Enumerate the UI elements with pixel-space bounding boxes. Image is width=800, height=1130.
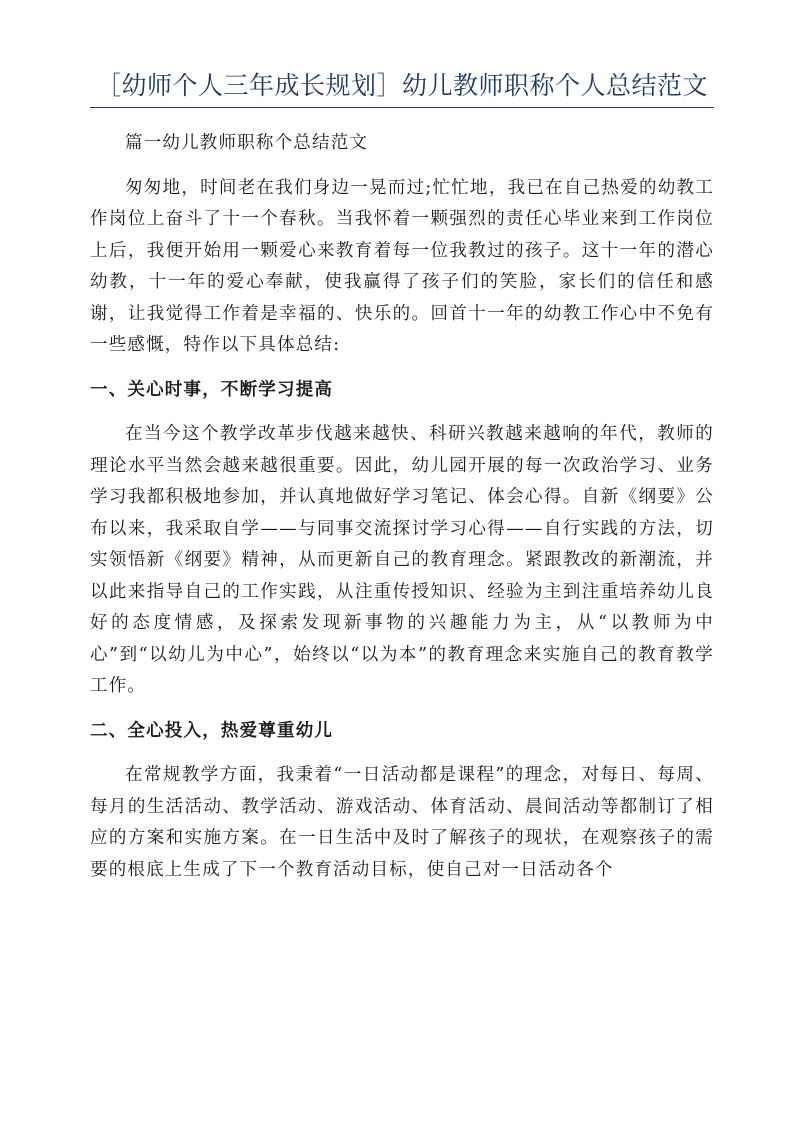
section-paragraph-2: 在常规教学方面，我秉着“一日活动都是课程”的理念，对每日、每周、每月的生活活动、教学活动、游戏活动、体育活动、晨间活动等都制订了相应的方案和实施方案。在一日生活中及时了解孩子的现状，在观察孩子的需要的根底上生成了下一个教育活动目标，使自己对一日活动各个 (90, 765, 714, 880)
document-title: ［幼师个人三年成长规划］幼儿教师职称个人总结范文 (95, 71, 708, 100)
section-paragraph-1: 在当今这个教学改革步伐越来越快、科研兴教越来越响的年代，教师的理论水平当然会越来越很重要。因此，幼儿园开展的每一次政治学习、业务学习我都积极地参加，并认真地做好学习笔记、体会心得。自新《纲要》公布以来，我采取自学——与同事交流探讨学习心得——自行实践的方法，切实领悟新《纲要》精神，从而更新自己的教育理念。紧跟教改的新潮流，并以此来指导自己的工作实践，从注重传授知识、经验为主到注重培养幼儿良好的态度情感，及探索发现新事物的兴趣能力为主，从“以教师为中心”到“以幼儿为中心”，始终以“以为本”的教育理念来实施自己的教育教学工作。 (90, 424, 714, 696)
section-subtitle: 篇一幼儿教师职称个总结范文 (125, 133, 369, 153)
title-underline (90, 107, 714, 108)
intro-paragraph: 匆匆地，时间老在我们身边一晃而过;忙忙地，我已在自己热爱的幼教工作岗位上奋斗了十一个春秋。当我怀着一颗强烈的责任心毕业来到工作岗位上后，我便开始用一颗爱心来教育着每一位我教过的孩子。这十一年的潜心幼教，十一年的爱心奉献，使我赢得了孩子们的笑脸，家长们的信任和感谢，让我觉得工作着是幸福的、快乐的。回首十一年的幼教工作心中不免有一些感慨，特作以下具体总结: (90, 177, 714, 355)
document-body (90, 128, 714, 899)
section-heading-1: 一、关心时事，不断学习提高 (90, 379, 334, 400)
section-heading-2: 二、全心投入，热爱尊重幼儿 (90, 720, 334, 741)
